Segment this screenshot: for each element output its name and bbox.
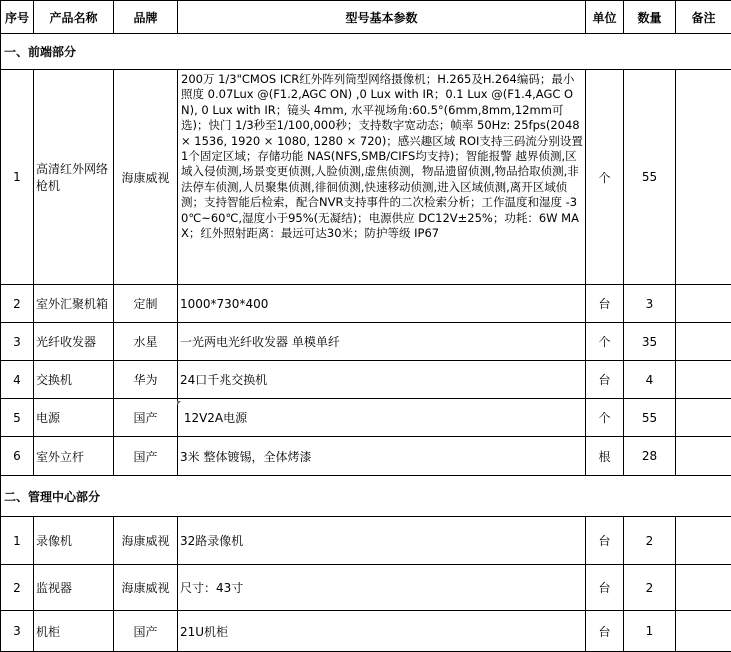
cell-qty[interactable]: 55 <box>624 70 676 285</box>
cell-spec[interactable]: 12V2A电源 <box>178 399 586 437</box>
cell-no[interactable]: 4 <box>1 361 34 399</box>
cell-unit[interactable]: 台 <box>586 361 624 399</box>
cell-spec[interactable]: 一光两电光纤收发器 单模单纤 <box>178 323 586 361</box>
table-row <box>1 70 731 285</box>
cell-qty[interactable]: 2 <box>624 517 676 565</box>
table-row <box>1 399 731 437</box>
cell-spec[interactable]: 3米 整体镀锡，全体烤漆 <box>178 437 586 476</box>
cell-name[interactable]: 监视器 <box>34 565 114 611</box>
cell-brand[interactable]: 海康威视 <box>114 517 178 565</box>
cell-unit[interactable]: 个 <box>586 70 624 285</box>
cell-no[interactable]: 2 <box>1 565 34 611</box>
cell-brand[interactable]: 国产 <box>114 611 178 652</box>
cell-brand[interactable]: 国产 <box>114 437 178 476</box>
cell-qty[interactable]: 55 <box>624 399 676 437</box>
cell-spec[interactable]: 200万 1/3"CMOS ICR红外阵列筒型网络摄像机；H.265及H.264编码；最小照度 0.07Lux @(F1.2,AGC ON) ,0 Lux with IR；0.1 Lux @(F1.4,AGC ON), 0 Lux with IR；镜头 4mm, 水平视场角:60.5°(6mm,8mm,12mm可选)；快门 1/3秒至1/100,000秒；支持数字宽动态；帧率 50Hz: 25fps(2048 × 1536, 1920 × 1080, 1280 × 720)；感兴趣区域 ROI支持三码流分别设置1个固定区域；存储功能 NAS(NFS,SMB/CIFS均支持)；智能报警 越界侦测,区域入侵侦测,场景变更侦测,人脸侦测,虚焦侦测，物品遗留侦测,物品拾取侦测,非法停车侦测,人员聚集侦测,徘徊侦测,快速移动侦测,进入区域侦测,离开区域侦测；支持智能后检索，配合NVR支持事件的二次检索分析；工作温度和湿度 -30℃~60℃,湿度小于95%(无凝结)；电源供应 DC12V±25%；功耗：6W MAX；红外照射距离：最远可达30米；防护等级 IP67 <box>178 70 586 285</box>
table-row <box>1 565 731 611</box>
cell-brand[interactable]: 定制 <box>114 285 178 323</box>
cell-no[interactable]: 6 <box>1 437 34 476</box>
cell-name[interactable]: 室外立杆 <box>34 437 114 476</box>
col-no-header[interactable]: 序号 <box>1 1 34 34</box>
cell-name[interactable]: 光纤收发器 <box>34 323 114 361</box>
table-row <box>1 437 731 476</box>
cell-remark[interactable] <box>676 361 731 399</box>
cell-unit[interactable]: 台 <box>586 517 624 565</box>
section-row <box>1 34 731 70</box>
table-row <box>1 611 731 652</box>
cell-brand[interactable]: 海康威视 <box>114 565 178 611</box>
cell-unit[interactable]: 台 <box>586 565 624 611</box>
cell-spec[interactable]: 21U机柜 <box>178 611 586 652</box>
cell-unit[interactable]: 根 <box>586 437 624 476</box>
cell-name[interactable]: 电源 <box>34 399 114 437</box>
cell-name[interactable]: 高清红外网络枪机 <box>34 70 114 285</box>
cell-comment-indicator-icon <box>177 401 181 405</box>
cell-no[interactable]: 3 <box>1 323 34 361</box>
col-name-header[interactable]: 产品名称 <box>34 1 114 34</box>
cell-qty[interactable]: 4 <box>624 361 676 399</box>
cell-unit[interactable]: 台 <box>586 611 624 652</box>
cell-name[interactable]: 交换机 <box>34 361 114 399</box>
section-row <box>1 476 731 517</box>
cell-remark[interactable] <box>676 565 731 611</box>
table-row <box>1 361 731 399</box>
cell-no[interactable]: 3 <box>1 611 34 652</box>
col-unit-header[interactable]: 单位 <box>586 1 624 34</box>
cell-no[interactable]: 1 <box>1 517 34 565</box>
cell-remark[interactable] <box>676 399 731 437</box>
table-row <box>1 517 731 565</box>
cell-name[interactable]: 机柜 <box>34 611 114 652</box>
cell-no[interactable]: 5 <box>1 399 34 437</box>
cell-qty[interactable]: 3 <box>624 285 676 323</box>
cell-spec[interactable]: 24口千兆交换机 <box>178 361 586 399</box>
cell-no[interactable]: 2 <box>1 285 34 323</box>
cell-remark[interactable] <box>676 517 731 565</box>
cell-spec[interactable]: 1000*730*400 <box>178 285 586 323</box>
cell-unit[interactable]: 台 <box>586 285 624 323</box>
cell-unit[interactable]: 个 <box>586 399 624 437</box>
cell-spec[interactable]: 尺寸：43寸 <box>178 565 586 611</box>
cell-spec[interactable]: 32路录像机 <box>178 517 586 565</box>
cell-remark[interactable] <box>676 611 731 652</box>
cell-remark[interactable] <box>676 70 731 285</box>
cell-brand[interactable]: 国产 <box>114 399 178 437</box>
table-row <box>1 323 731 361</box>
cell-brand[interactable]: 海康威视 <box>114 70 178 285</box>
cell-qty[interactable]: 28 <box>624 437 676 476</box>
cell-name[interactable]: 室外汇聚机箱 <box>34 285 114 323</box>
cell-unit[interactable]: 个 <box>586 323 624 361</box>
cell-qty[interactable]: 2 <box>624 565 676 611</box>
header-row <box>1 1 731 34</box>
table-row <box>1 285 731 323</box>
cell-brand[interactable]: 华为 <box>114 361 178 399</box>
cell-name[interactable]: 录像机 <box>34 517 114 565</box>
cell-no[interactable]: 1 <box>1 70 34 285</box>
cell-remark[interactable] <box>676 323 731 361</box>
cell-qty[interactable]: 35 <box>624 323 676 361</box>
section-title[interactable]: 一、前端部分 <box>1 34 731 70</box>
cell-qty[interactable]: 1 <box>624 611 676 652</box>
cell-remark[interactable] <box>676 437 731 476</box>
section-title[interactable]: 二、管理中心部分 <box>1 476 731 517</box>
col-qty-header[interactable]: 数量 <box>624 1 676 34</box>
col-brand-header[interactable]: 品牌 <box>114 1 178 34</box>
cell-brand[interactable]: 水星 <box>114 323 178 361</box>
col-spec-header[interactable]: 型号基本参数 <box>178 1 586 34</box>
col-remark-header[interactable]: 备注 <box>676 1 731 34</box>
cell-remark[interactable] <box>676 285 731 323</box>
